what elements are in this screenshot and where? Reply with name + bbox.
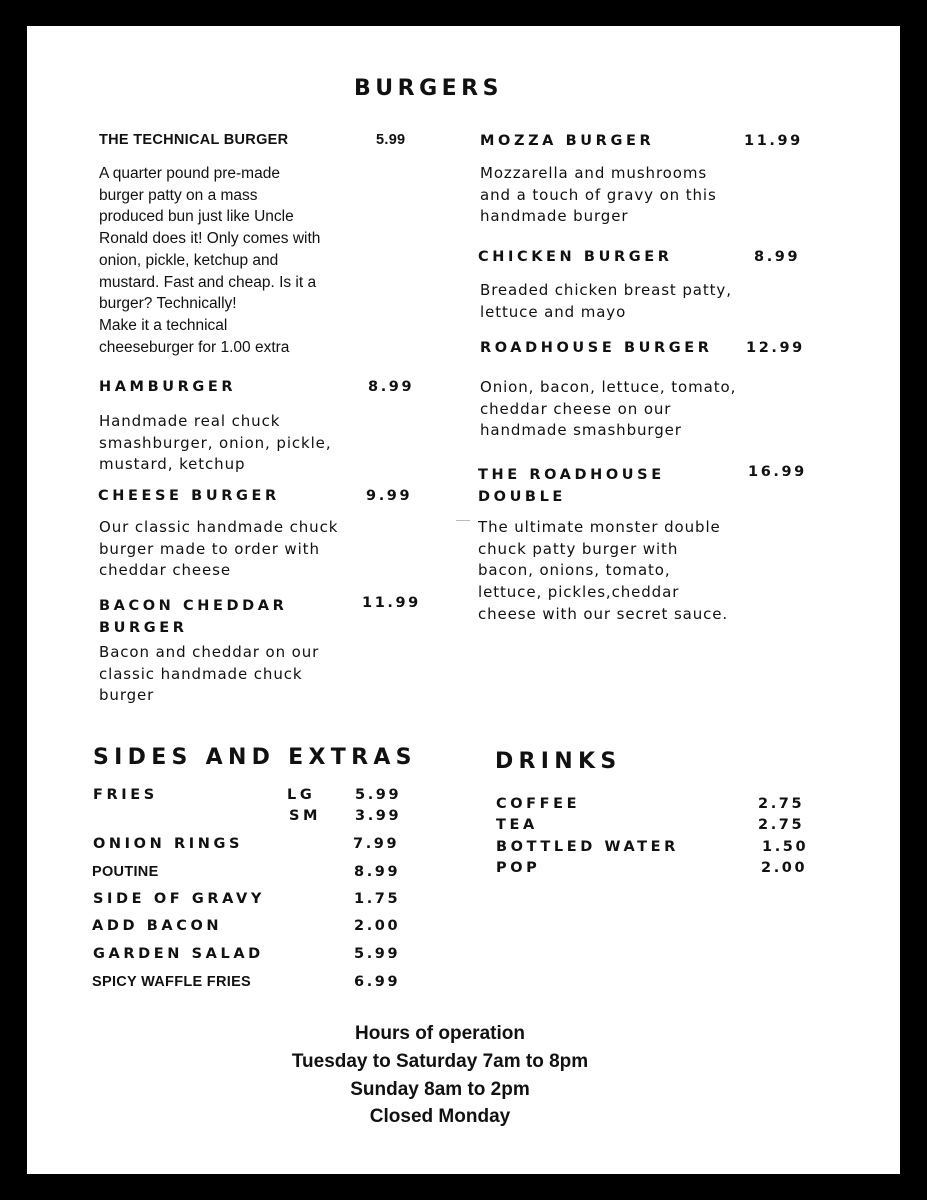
side-price: 5.99 — [355, 787, 402, 803]
burger-name: THE TECHNICAL BURGER — [99, 132, 289, 148]
burger-description: The ultimate monster double chuck patty burger with bacon, onions, tomato, lettuce, pickles,cheddar cheese with our secret sauce. — [478, 518, 729, 623]
burger-price: 8.99 — [368, 379, 415, 395]
burger-description: Mozzarella and mushrooms and a touch of gravy on this handmade burger — [480, 164, 717, 226]
divider-mark — [456, 520, 470, 521]
size-label: SM — [289, 808, 322, 824]
burger-name: BACON CHEDDAR BURGER — [99, 598, 288, 636]
hours-block — [27, 1020, 853, 1131]
burger-price: 11.99 — [744, 133, 803, 149]
size-label: LG — [287, 787, 316, 803]
burger-description: Handmade real chuck smashburger, onion, pickle, mustard, ketchup — [99, 412, 332, 474]
burger-name: MOZZA BURGER — [480, 133, 655, 149]
burger-price: 11.99 — [362, 595, 421, 611]
burger-name: HAMBURGER — [99, 379, 237, 395]
burger-description: Our classic handmade chuck burger made to order with cheddar cheese — [99, 518, 339, 580]
side-name: SPICY WAFFLE FRIES — [92, 974, 252, 990]
side-price: 6.99 — [354, 974, 401, 990]
side-name: ONION RINGS — [93, 836, 244, 852]
side-price: 1.75 — [354, 891, 401, 907]
side-price: 2.00 — [354, 918, 401, 934]
side-name: ADD BACON — [92, 918, 223, 934]
side-price: 8.99 — [354, 864, 401, 880]
side-price: 7.99 — [353, 836, 400, 852]
hours-title: Hours of operation — [355, 1023, 525, 1044]
side-price: 3.99 — [355, 808, 402, 824]
side-name: FRIES — [93, 787, 158, 803]
menu-page — [27, 26, 900, 1174]
drink-name: COFFEE — [496, 796, 581, 812]
burger-price: 9.99 — [366, 488, 413, 504]
drink-price: 2.75 — [758, 796, 805, 812]
burger-description: Onion, bacon, lettuce, tomato, cheddar cheese on our handmade smashburger — [480, 378, 737, 440]
drink-name: TEA — [496, 817, 538, 833]
burger-name: CHEESE BURGER — [98, 488, 280, 504]
drink-name: BOTTLED WATER — [496, 839, 679, 855]
side-name: SIDE OF GRAVY — [93, 891, 265, 907]
drink-price: 1.50 — [762, 839, 809, 855]
burger-price: 16.99 — [748, 464, 807, 480]
burger-name: ROADHOUSE BURGER — [480, 340, 713, 356]
burgers-heading: BURGERS — [354, 76, 503, 101]
burger-description: A quarter pound pre-made burger patty on a mass produced bun just like Uncle Ronald does it! Only comes with onion, pickle, ketchup and mustard. Fast and cheap. Is it a burger? Technically! Make it a technical cheeseburger for 1.00 extra — [99, 165, 321, 356]
side-name: POUTINE — [92, 864, 159, 880]
burger-name: CHICKEN BURGER — [478, 249, 673, 265]
drinks-heading: DRINKS — [495, 749, 622, 774]
burger-price: 8.99 — [754, 249, 801, 265]
hours-line: Sunday 8am to 2pm — [350, 1078, 530, 1100]
burger-price: 12.99 — [746, 340, 805, 356]
burger-price: 5.99 — [376, 132, 406, 148]
hours-line: Closed Monday — [369, 1106, 511, 1128]
side-name: GARDEN SALAD — [93, 946, 264, 962]
burger-description: Breaded chicken breast patty, lettuce and mayo — [480, 281, 732, 321]
burger-description: Bacon and cheddar on our classic handmade chuck burger — [99, 643, 320, 705]
drink-price: 2.00 — [761, 860, 808, 876]
sides-heading: SIDES AND EXTRAS — [93, 745, 417, 770]
hours-line: Tuesday to Saturday 7am to 8pm — [291, 1050, 589, 1072]
drink-price: 2.75 — [758, 817, 805, 833]
drink-name: POP — [496, 860, 541, 876]
side-price: 5.99 — [354, 946, 401, 962]
burger-name: THE ROADHOUSE DOUBLE — [478, 467, 665, 505]
